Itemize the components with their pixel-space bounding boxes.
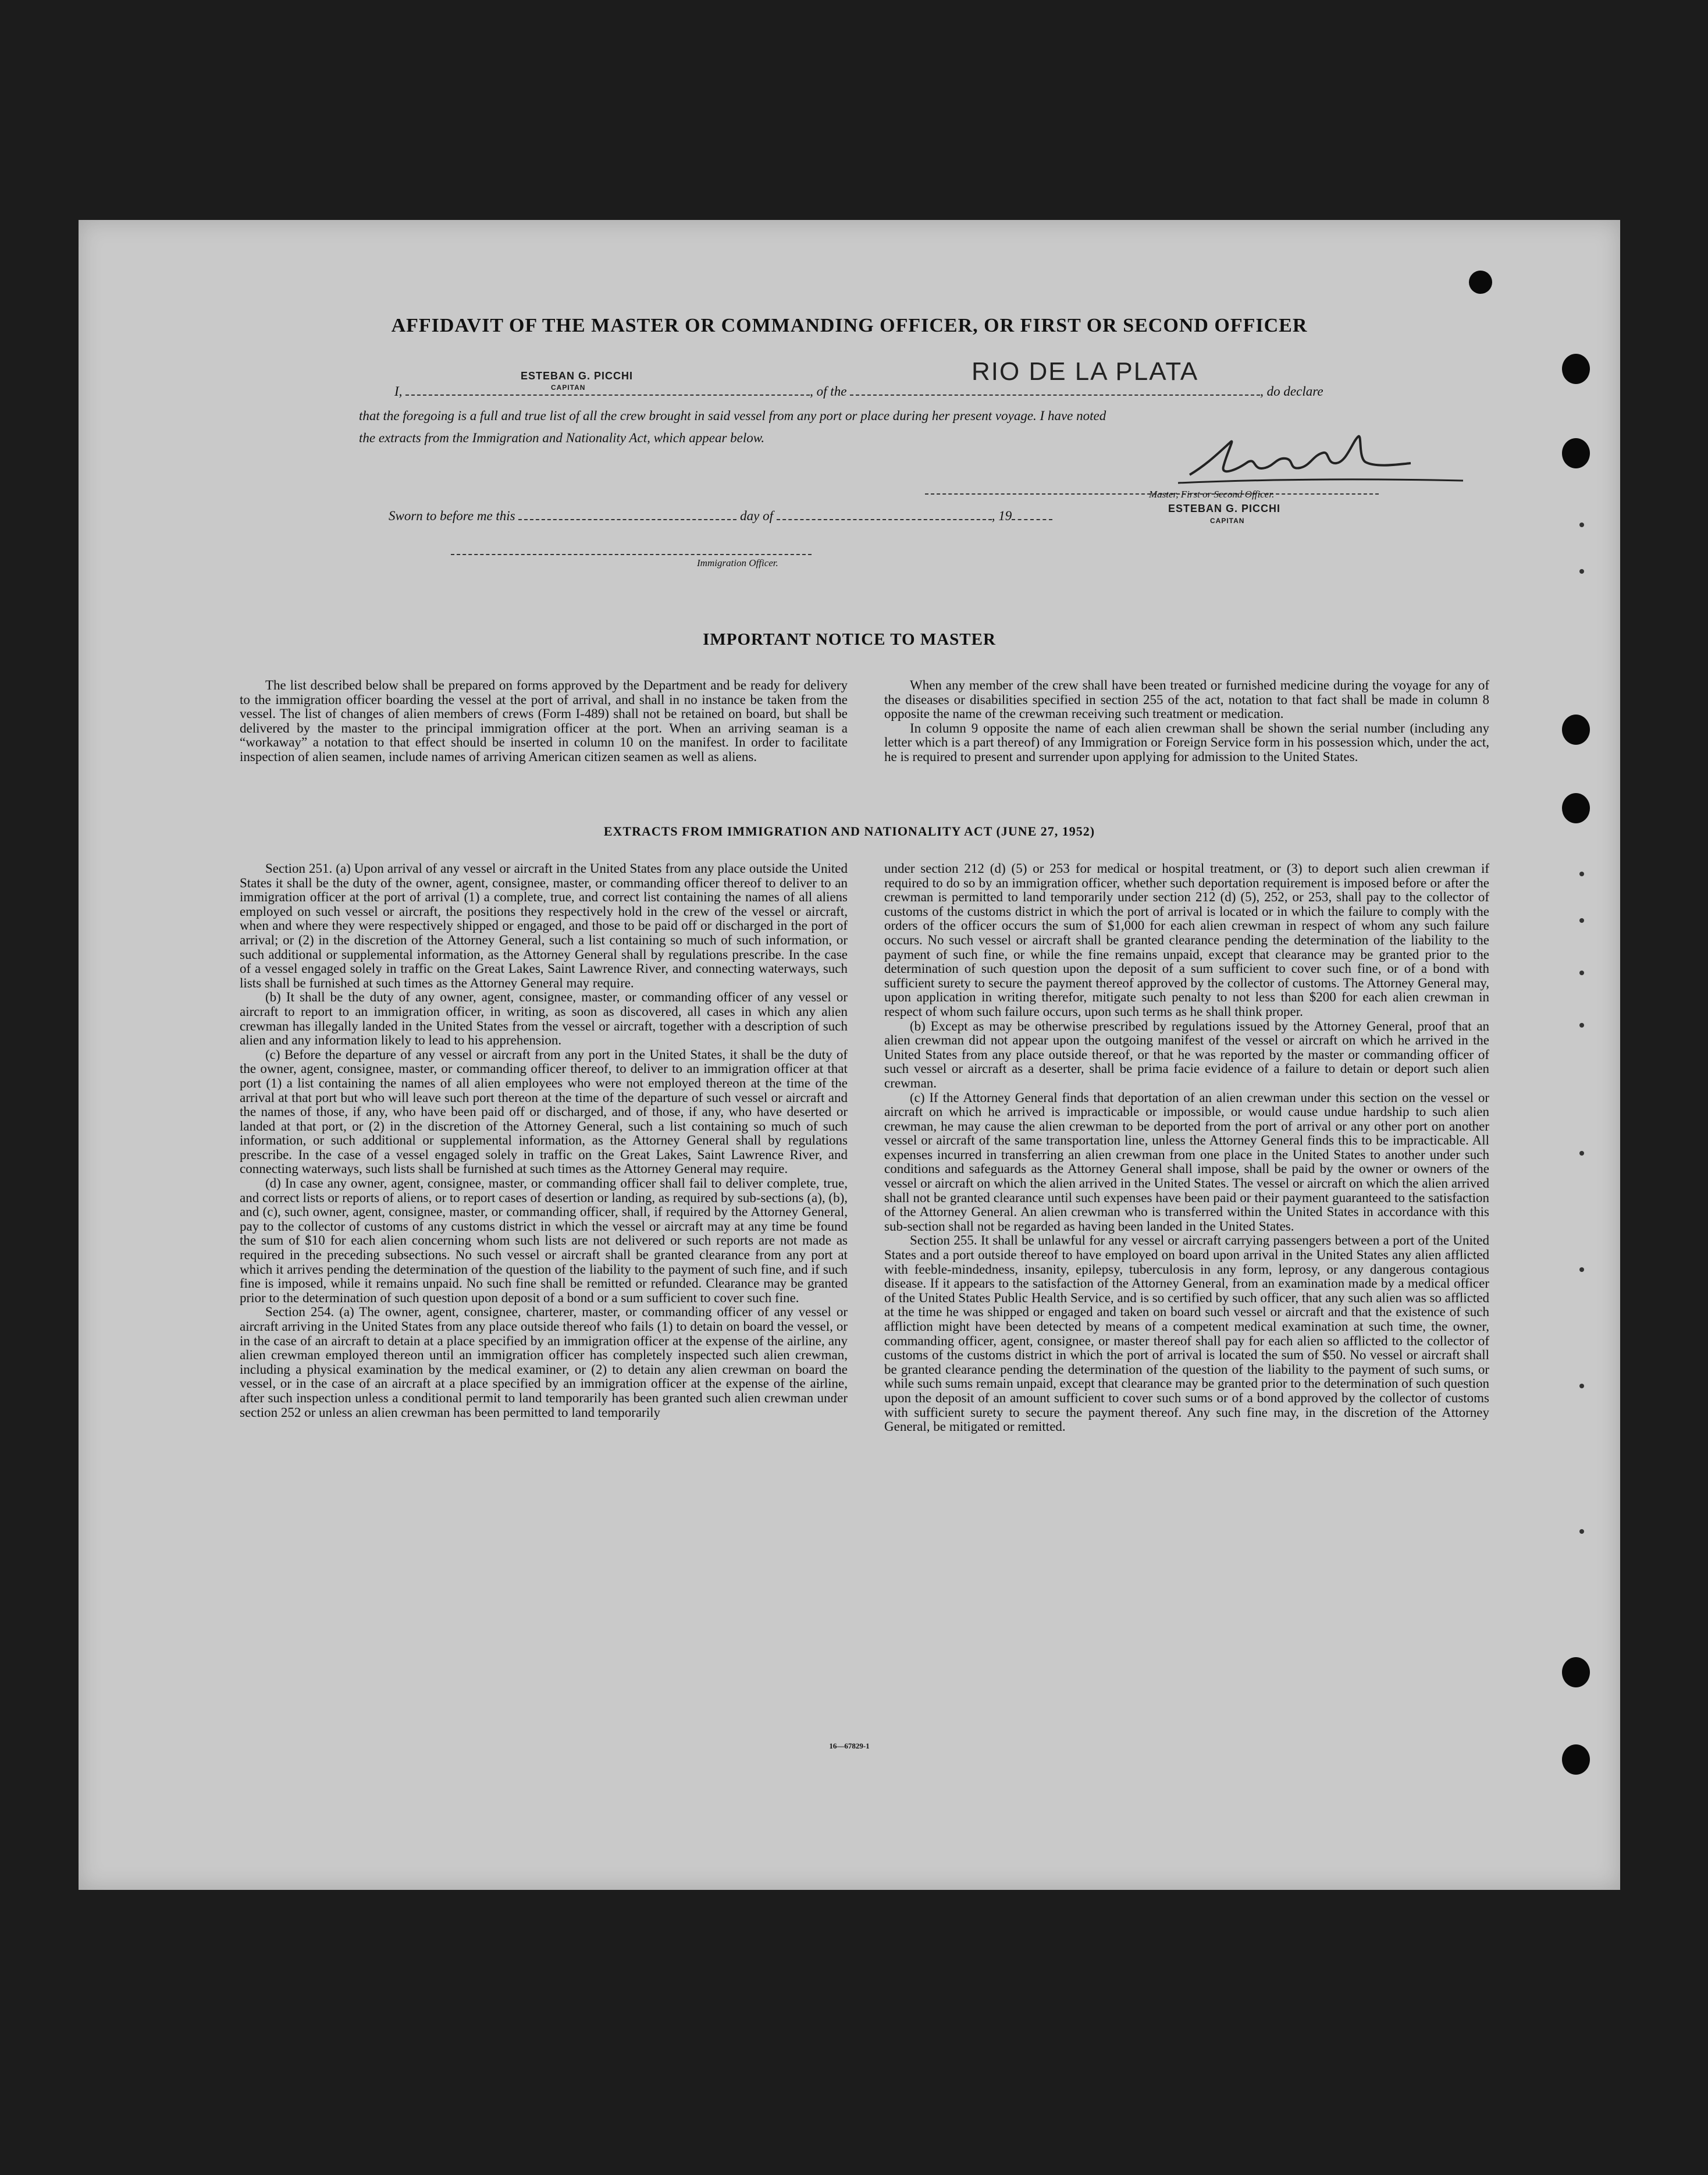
- name-field-line: [405, 391, 810, 396]
- extracts-title: EXTRACTS FROM IMMIGRATION AND NATIONALITY ACT (JUNE 27, 1952): [603, 824, 1095, 838]
- sworn-line: [389, 509, 1052, 524]
- form-number: 16—67829-1: [829, 1742, 870, 1750]
- statement-line-2: the extracts from the Immigration and Nationality Act, which appear below.: [359, 431, 765, 445]
- notice-right-paragraph-1: When any member of the crew shall have been treated or furnished medicine during the voyage for any of the diseases or disabilities specified in section 255 of the act, notation to that fact shall be made in column 8 opposite the name of the crewman receiving such treatment or medication.: [884, 678, 1489, 722]
- margin-dot: [1579, 1267, 1584, 1272]
- line-suffix: , do declare: [1260, 384, 1323, 399]
- master-rank-typed: CAPITAN: [551, 383, 586, 392]
- sworn-year: , 19: [991, 509, 1012, 523]
- document-page: [79, 220, 1620, 1890]
- officer-line: [451, 543, 812, 559]
- punch-hole: [1562, 438, 1590, 468]
- sworn-day-of: day of: [740, 509, 773, 523]
- section-254-b: (b) Except as may be otherwise prescribed by regulations issued by the Attorney General, proof that an alien crewman did not appear upon the outgoing manifest of the vessel or aircraft on which he arrived in the United States from any place outside thereof, or that he was reported by the master or commanding officer of such vessel or aircraft as a deserter, shall be prima facie evidence of a failure to detain or deport such alien crewman.: [884, 1018, 1489, 1090]
- statement-line-1: that the foregoing is a full and true list of all the crew brought in said vessel from any port or place during her present voyage. I have noted: [359, 408, 1106, 423]
- extracts-left-column: [240, 862, 848, 1420]
- officer-caption: Immigration Officer.: [697, 557, 778, 568]
- section-254-a-continued: under section 212 (d) (5) or 253 for medical or hospital treatment, or (3) to deport such alien crewman if required to do so by an immigration officer, whether such deportation requirement is imposed before or after the crewman is permitted to land temporarily under section 212 (d) (5), 252, or 253, shall pay to the collector of customs of the customs district in which the port of arrival is located or in which the failure to comply with the orders of the officer occurs the sum of $1,000 for each alien crewman in respect of whom any such failure occurs. No such vessel or aircraft shall be granted clearance pending the determination of the liability to the payment of such fine, or while the fine remains unpaid, except that clearance may be granted prior to the determination of such question upon the deposit of a sum sufficient to cover such fine, or of a bond with sufficient surety to secure the payment thereof approved by the collector of customs. The Attorney General may, upon application in writing therefor, mitigate such penalty to not less than $200 for each alien crewman in respect of whom such failure occurs, upon such terms as he shall think proper.: [884, 861, 1489, 1019]
- affidavit-title: AFFIDAVIT OF THE MASTER OR COMMANDING OFFICER, OR FIRST OR SECOND OFFICER: [391, 315, 1308, 336]
- margin-dot: [1579, 523, 1584, 527]
- signature-caption: Master, First or Second Officer.: [1149, 489, 1275, 500]
- punch-hole-top: [1469, 271, 1492, 294]
- section-254-a: Section 254. (a) The owner, agent, consignee, charterer, master, or commanding officer of any vessel or aircraft arriving in the United States from any place outside thereof who fails (1) to detain on board the vessel, or in the case of an aircraft to detain at a place specified by an immigration officer at the expense of the airline, any alien crewman employed thereon until an immigration officer has completely inspected such alien crewman, including a physical examination by the medical examiner, or (2) to detain any alien crewman on board the vessel, or in the case of an aircraft at a place specified by an immigration officer at the expense of the airline, after such inspection unless a conditional permit to land temporarily has been granted such alien crewman under section 252 or unless an alien crewman has been permitted to land temporarily: [240, 1305, 848, 1420]
- notice-left-paragraph: The list described below shall be prepared on forms approved by the Department and be ready for delivery to the immigration officer boarding the vessel at the port of arrival, and shall in no instance be taken from the vessel. The list of changes of alien members of crews (Form I-489) shall not be retained on board, but shall be delivered by the master to the principal immigration officer at the port. When an arriving seaman is a “workaway” a notation to that effect should be inserted in column 10 on the manifest. In order to facilitate inspection of alien seamen, include names of arriving American citizen seamen as well as aliens.: [240, 678, 848, 764]
- officer-field-line: [451, 550, 812, 555]
- line-prefix: I,: [394, 384, 403, 399]
- notice-right-column: [884, 678, 1489, 765]
- sworn-month-field-line: [777, 516, 992, 520]
- section-251-d: (d) In case any owner, agent, consignee, master, or commanding officer shall fail to deliver complete, true, and correct lists or reports of aliens, or to report cases of desertion or landing, as required by sub-sections (a), (b), and (c), such owner, agent, consignee, master, or commanding officer, shall, if required by the Attorney General, pay to the collector of customs of any customs district in which the vessel or aircraft may at any time be found the sum of $10 for each alien concerning whom such lists are not delivered or such reports are not made as required in the preceding subsections. No such vessel or aircraft shall be granted clearance from any port at which it arrives pending the determination of the question of the liability to the payment of such fine, and if such fine is imposed, while it remains unpaid. No such fine shall be remitted or refunded. Clearance may be granted prior to the determination of such question upon deposit of a bond or a sum sufficient to cover such fine.: [240, 1176, 848, 1305]
- punch-hole: [1562, 715, 1590, 745]
- margin-dot: [1579, 1529, 1584, 1534]
- punch-hole: [1562, 1657, 1590, 1687]
- margin-dot: [1579, 569, 1584, 574]
- notice-right-paragraph-2: In column 9 opposite the name of each alien crewman shall be shown the serial number (including any letter which is a part thereof) of any Immigration or Foreign Service form in his possession which, under the act, he is required to present and surrender upon applying for admission to the United States.: [884, 720, 1489, 764]
- notice-title: IMPORTANT NOTICE TO MASTER: [703, 630, 996, 649]
- section-251-c: (c) Before the departure of any vessel or aircraft from any port in the United States, it shall be the duty of the owner, agent, consignee, master, or commanding officer thereof, to deliver to an immigration officer at that port (1) a list containing the names of all alien employees who were not employed thereon at the time of the arrival at that port but who will leave such port thereon at the time of the departure of such vessel or aircraft and the names of those, if any, who have been paid off or discharged, and of those, if any, who have deserted or landed at that port, or (2) in the discretion of the Attorney General, such a list containing so much of such information, or such additional or supplemental information, as the Attorney General shall by regulations prescribe. In the case of a vessel engaged solely in traffic on the Great Lakes, Saint Lawrence River, and connecting waterways, such lists shall be furnished at such times as the Attorney General may require.: [240, 1047, 848, 1177]
- master-name-typed: ESTEBAN G. PICCHI: [521, 370, 634, 382]
- sworn-year-field-line: [1012, 516, 1052, 520]
- margin-dot: [1579, 1023, 1584, 1028]
- vessel-name-handwritten: RIO DE LA PLATA: [972, 357, 1199, 386]
- extracts-right-column: [884, 862, 1489, 1434]
- line-of-the: , of the: [810, 384, 847, 399]
- margin-dot: [1579, 918, 1584, 923]
- margin-dot: [1579, 1151, 1584, 1156]
- punch-hole: [1562, 354, 1590, 384]
- signature-rank-typed: CAPITAN: [1210, 517, 1245, 525]
- section-251-b: (b) It shall be the duty of any owner, agent, consignee, master, or commanding officer of any vessel or aircraft to report to an immigration officer, in writing, as soon as discovered, all cases in which any alien crewman has illegally landed in the United States from the vessel or aircraft, together with a description of such alien and any information likely to lead to his apprehension.: [240, 990, 848, 1048]
- show-through-text: [241, 534, 245, 549]
- sworn-prefix: Sworn to before me this: [389, 509, 515, 523]
- margin-dot: [1579, 1384, 1584, 1388]
- signature-name-typed: ESTEBAN G. PICCHI: [1168, 503, 1281, 514]
- punch-hole: [1562, 793, 1590, 823]
- section-251-a: Section 251. (a) Upon arrival of any vessel or aircraft in the United States from any place outside the United States it shall be the duty of the owner, agent, consignee, master, or commanding officer thereof to deliver to an immigration officer at the port of arrival (1) a complete, true, and correct list containing the names of all aliens employed on such vessel or aircraft, the positions they respectively hold in the crew of the vessel or aircraft, when and where they were respectively shipped or engaged, and those to be paid off or discharged in the port of arrival; or (2) in the discretion of the Attorney General, such a list containing so much of such information, or such additional or supplemental information, as the Attorney General shall by regulations prescribe. In the case of a vessel engaged solely in traffic on the Great Lakes, Saint Lawrence River, and connecting waterways, such lists shall be furnished at such times as the Attorney General may require.: [240, 861, 848, 990]
- vessel-field-line: [850, 391, 1260, 396]
- sworn-date-field-line: [518, 516, 736, 520]
- notice-left-column: [240, 678, 848, 765]
- margin-dot: [1579, 872, 1584, 876]
- section-254-c: (c) If the Attorney General finds that deportation of an alien crewman under this section on the vessel or aircraft on which he arrived is impracticable or impossible, or would cause undue hardship to such alien crewman, he may cause the alien crewman to be deported from the port of arrival or any other port on another vessel or aircraft of the same transportation line, unless the Attorney General finds this to be impracticable. All expenses incurred in transferring an alien crewman from one place in the United States to another under such conditions and safeguards as the Attorney General shall impose, shall be paid by the owner or owners of the vessel or aircraft on which the alien arrived in the United States. The vessel or aircraft on which the alien arrived shall not be granted clearance until such expenses have been paid or their payment guaranteed to the satisfaction of the Attorney General. An alien crewman who is transferred within the United States in accordance with this sub-section shall not be regarded as having been landed in the United States.: [884, 1090, 1489, 1234]
- section-255: Section 255. It shall be unlawful for any vessel or aircraft carrying passengers between a port of the United States and a port outside thereof to have employed on board upon arrival in the United States any alien afflicted with feeble-mindedness, insanity, epilepsy, tuberculosis in any form, leprosy, or any dangerous contagious disease. If it appears to the satisfaction of the Attorney General, from an examination made by a medical officer of the United States Public Health Service, and is so certified by such officer, that any such alien was so afflicted at the time he was shipped or engaged and taken on board such vessel or aircraft and that the existence of such affliction might have been detected by means of a competent medical examination at such time, the owner, commanding officer, agent, consignee, or master thereof shall pay for each alien so afflicted to the collector of customs of the customs district in which the port of arrival is located the sum of $50. No vessel or aircraft shall be granted clearance pending the determination of the question of the liability to the payment of such sums, or while such sums remain unpaid, except that clearance may be granted prior to the determination of such question upon the deposit of an amount sufficient to cover such sums or of a bond approved by the collector of customs with sufficient surety to secure the payment thereof. Any such fine may, in the discretion of the Attorney General, be mitigated or remitted.: [884, 1233, 1489, 1434]
- margin-dot: [1579, 971, 1584, 975]
